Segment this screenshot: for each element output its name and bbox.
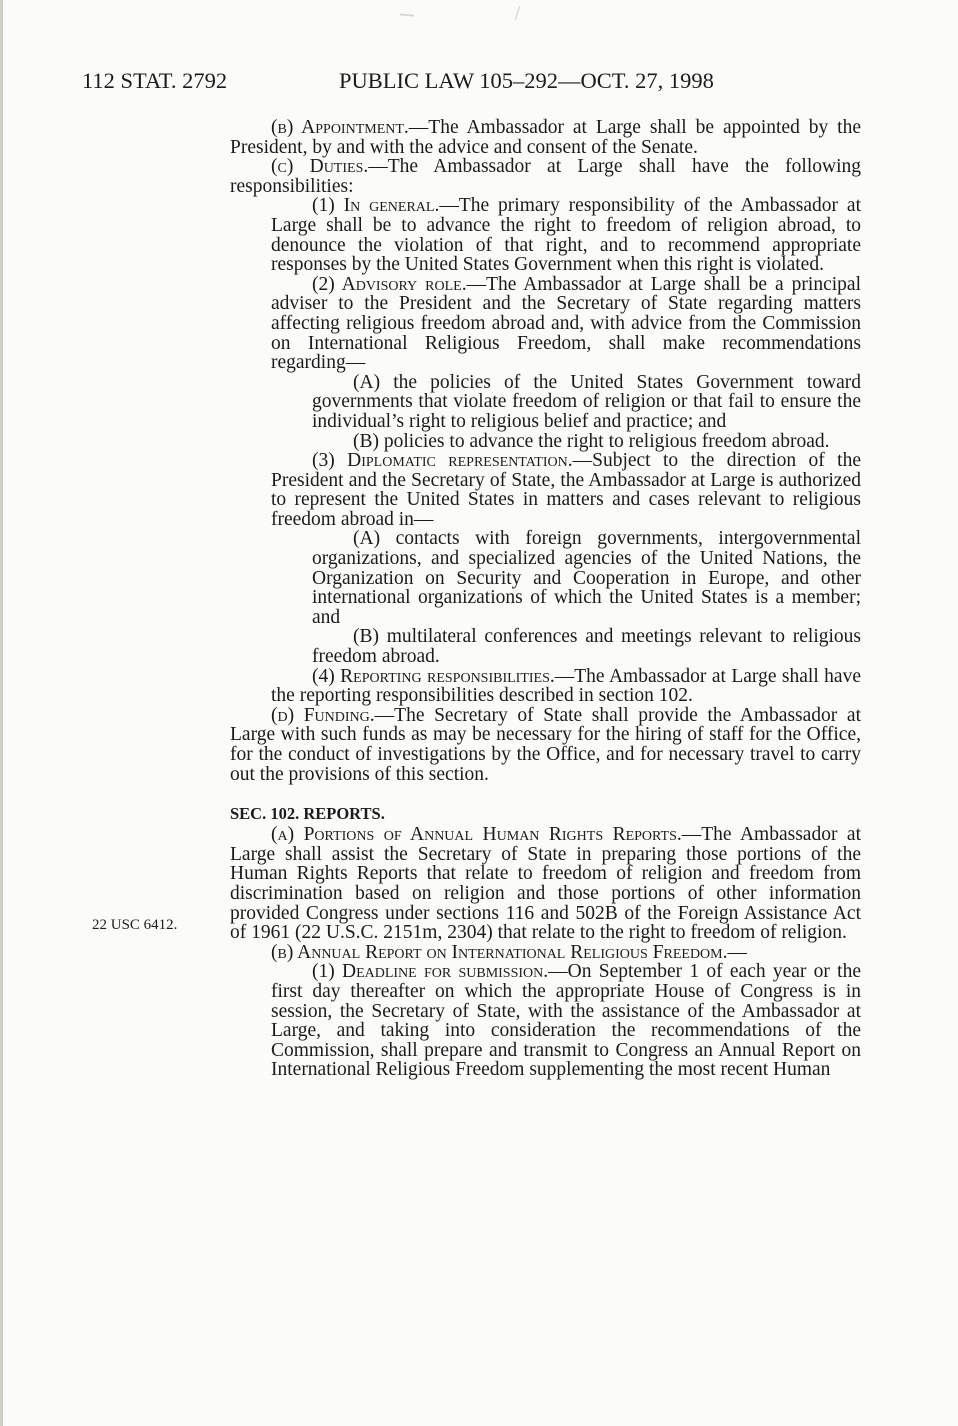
paragraph-102-a: (a) Portions of Annual Human Rights Reports.—The Ambassador at Large shall assist the Secretary of State in preparing those portions of the Human Rights Reports that relate to freedom of religion and freedom from discrimination based on religion and those portions of other information provided Congress under sections 116 and 502B of the Foreign Assistance Act of 1961 (22 U.S.C. 2151m, 2304) that relate to the right to freedom of religion. [230, 824, 862, 944]
scan-edge [0, 0, 3, 1426]
paragraph-c3-diplomatic-representation: (3) Diplomatic representation.—Subject to the direction of the President and the Secretary of State, the Ambassador at Large is authorized to represent the United States in matters and cases relevant to religious freedom abroad in— [271, 450, 861, 530]
paragraph-c1-in-general: (1) In general.—The primary responsibility of the Ambassador at Large shall be to advance the right to freedom of religion abroad, to denounce the violation of that right, and to recommend appropriate responses by the United States Government when this right is violated. [271, 195, 861, 276]
subparagraph-c3-a: (A) contacts with foreign governments, intergovernmental organizations, and specialized agencies of the United Nations, the Organization on Security and Cooperation in Europe, and other international organizations of which the United States is a member; and [312, 528, 861, 628]
paragraph-c4-reporting: (4) Reporting responsibilities.—The Ambassador at Large shall have the reporting responsibilities described in section 102. [271, 665, 861, 707]
paragraph-b-appointment: (b) Appointment.—The Ambassador at Large shall be appointed by the President, by and with the advice and consent of the Senate. [230, 117, 861, 158]
document-body [230, 118, 861, 1080]
subparagraph-c3-b: (B) multilateral conferences and meetings relevant to religious freedom abroad. [312, 626, 861, 668]
paragraph-d-funding: (d) Funding.—The Secretary of State shall provide the Ambassador at Large with such funds as may be necessary for the hiring of staff for the Office, for the conduct of investigations by the Office, and for necessary travel to carry out the provisions of this section. [230, 704, 861, 785]
subparagraph-c2-a: (A) the policies of the United States Government toward governments that violate freedom of religion or that fail to ensure the individual’s right to religious belief and practice; and [312, 371, 861, 432]
section-gap [230, 784, 861, 804]
section-heading: SEC. 102. REPORTS. [230, 804, 385, 824]
margin-note: 22 USC 6412. [92, 917, 178, 933]
subparagraph-c2-b: (B) policies to advance the right to religious freedom abroad. [353, 430, 830, 452]
stat-citation: 112 STAT. 2792 [82, 68, 228, 93]
paragraph-102-b: (b) Annual Report on International Religious Freedom.— [271, 941, 747, 963]
page-header [82, 68, 872, 94]
scan-mark [400, 14, 414, 17]
paragraph-102-b1: (1) Deadline for submission.—On September 1 of each year or the first day thereafter on which the appropriate House of Congress is in session, the Secretary of State, with the assistance of the Ambassador at Large, and taking into consideration the recommendations of the Commission, shall prepare and transmit to Congress an Annual Report on International Religious Freedom supplementing the most recent Human [271, 961, 861, 1081]
paragraph-c-duties: (c) Duties.—The Ambassador at Large shall have the following responsibilities: [230, 156, 861, 197]
paragraph-c2-advisory-role: (2) Advisory role.—The Ambassador at Large shall be a principal adviser to the President and the Secretary of State regarding matters affecting religious freedom abroad and, with advice from the Commission on International Religious Freedom, shall make recommendations regarding— [271, 273, 861, 374]
scan-mark [515, 6, 520, 20]
law-citation: PUBLIC LAW 105–292—OCT. 27, 1998 [339, 68, 714, 93]
